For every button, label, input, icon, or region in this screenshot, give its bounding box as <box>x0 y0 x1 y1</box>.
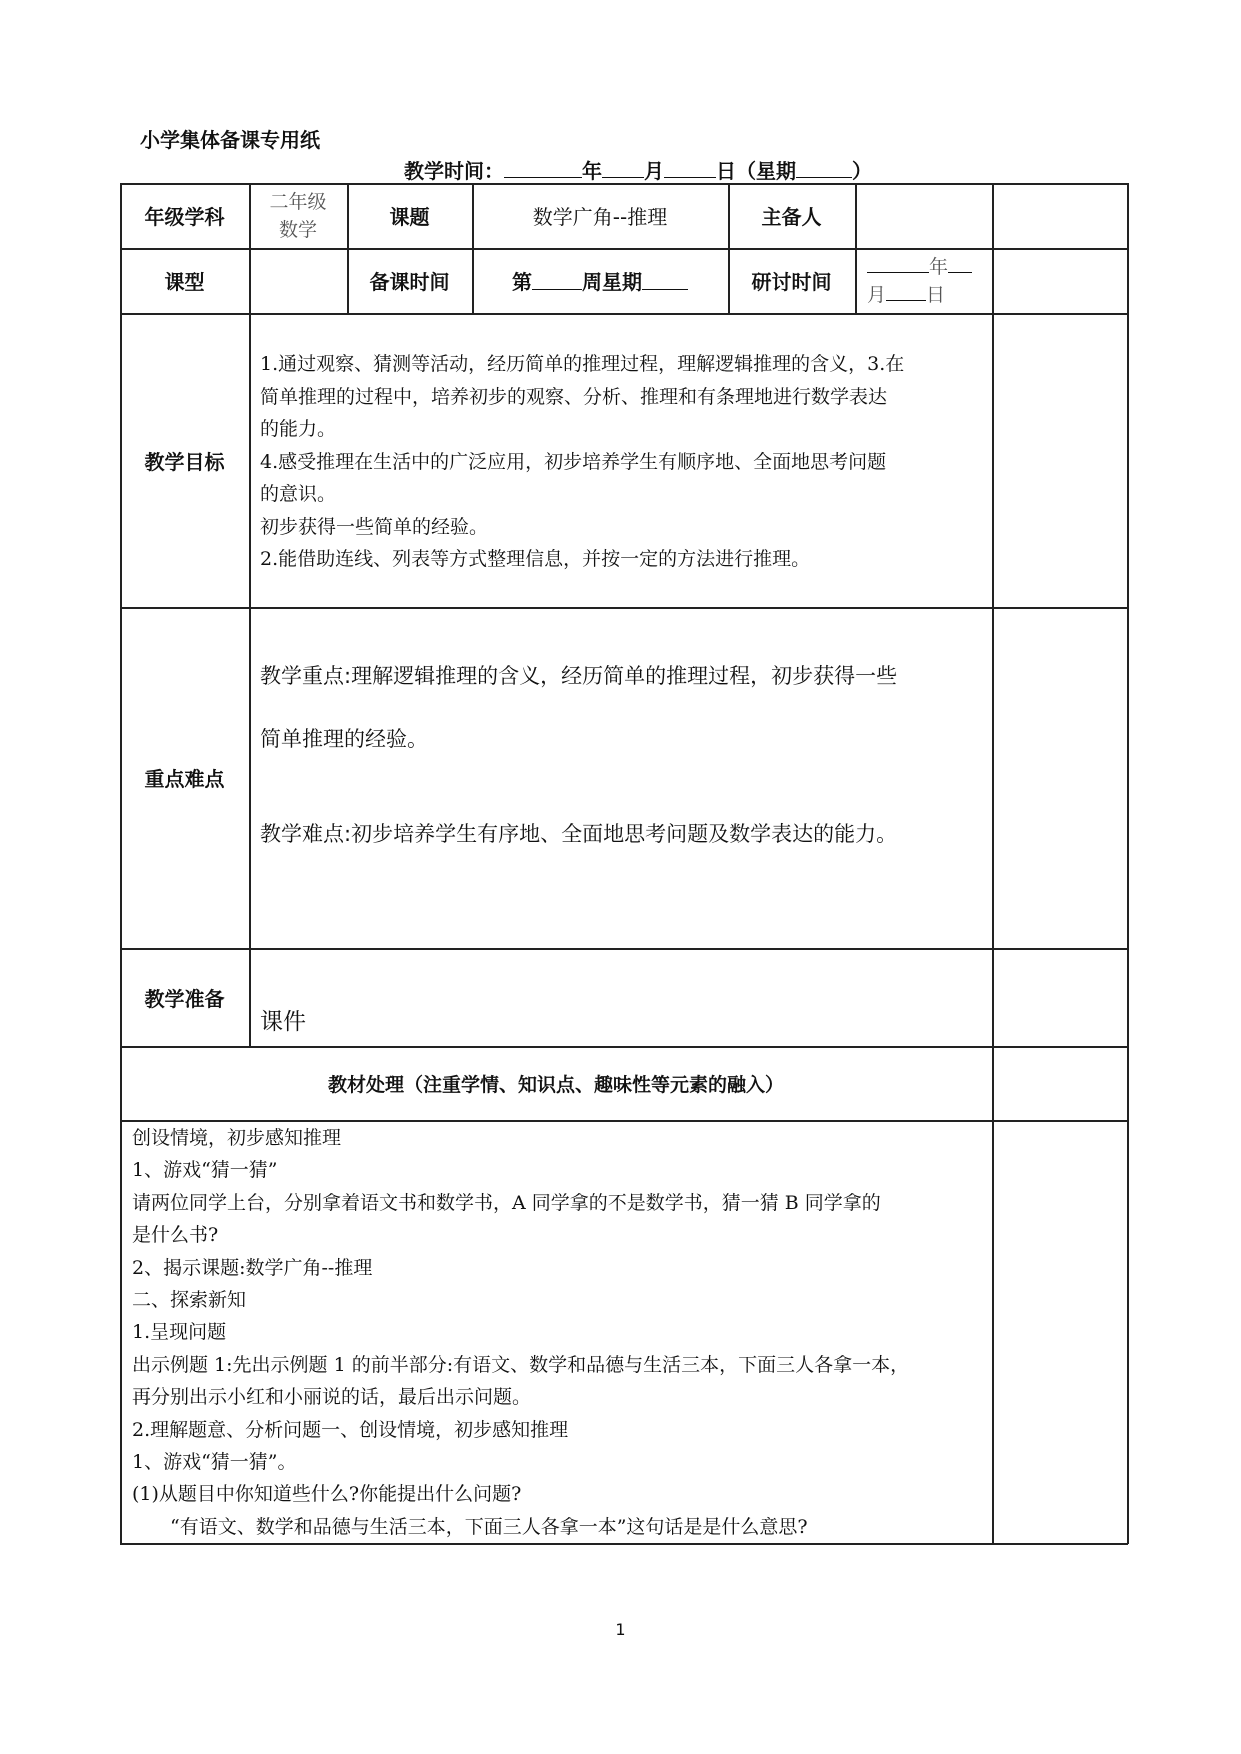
material-line: 1、游戏“猜一猜”。 <box>132 1451 297 1474</box>
discuss-month-pre-blank[interactable] <box>948 254 972 273</box>
weekday-blank[interactable] <box>796 159 852 178</box>
month-label: 月 <box>644 159 664 183</box>
week-blank[interactable] <box>532 271 582 290</box>
material-line: 2、揭示课题:数学广角--推理 <box>132 1256 373 1279</box>
day-label: 日（星期 <box>716 159 796 183</box>
lead-preparer-label: 主备人 <box>761 205 822 229</box>
page-number: 1 <box>615 1620 626 1639</box>
difficult-point-line: 教学难点:初步培养学生有序地、全面地思考问题及数学表达的能力。 <box>260 822 898 846</box>
prep-time-value <box>472 248 728 313</box>
material-line: “有语文、数学和品德与生活三本，下面三人各拿一本”这句话是是什么意思? <box>132 1515 808 1538</box>
discuss-year-blank[interactable] <box>867 254 929 273</box>
weekday-blank-2[interactable] <box>642 271 688 290</box>
prep-time-label: 备课时间 <box>369 270 450 294</box>
teaching-time-line <box>404 155 872 184</box>
goal-line: 1.通过观察、猜测等活动，经历简单的推理过程，理解逻辑推理的含义，3.在 <box>260 353 905 375</box>
goal-line: 简单推理的过程中，培养初步的观察、分析、推理和有条理地进行数学表达 <box>260 385 888 408</box>
lead-preparer-value[interactable] <box>855 183 992 248</box>
goal-line: 初步获得一些简单的经验。 <box>260 515 489 538</box>
lesson-type-value[interactable] <box>249 248 347 313</box>
discuss-year: 年 <box>929 255 949 278</box>
teaching-goals-label: 教学目标 <box>144 449 225 474</box>
teaching-goals-text <box>260 348 980 576</box>
material-processing-content <box>132 1122 990 1543</box>
material-line: 请两位同学上台，分别拿着语文书和数学书，A 同学拿的不是数学书，猜一猜 B 同学拿的 <box>132 1191 881 1214</box>
discuss-month: 月 <box>867 283 887 306</box>
teaching-preparation-value: 课件 <box>260 1009 306 1035</box>
grade-subject-label: 年级学科 <box>144 205 225 229</box>
goal-line: 4.感受推理在生活中的广泛应用，初步培养学生有顺序地、全面地思考问题 <box>260 450 887 473</box>
material-line: 是什么书? <box>132 1224 219 1247</box>
discussion-time-value <box>855 248 992 313</box>
material-line: 1、游戏“猜一猜” <box>132 1159 278 1182</box>
lesson-type-label: 课型 <box>164 270 205 294</box>
close-paren: ） <box>852 159 872 183</box>
material-line: 二、探索新知 <box>132 1289 247 1312</box>
grade-subject-value <box>249 183 347 248</box>
material-processing-heading: 教材处理（注重学情、知识点、趣味性等元素的融入） <box>327 1073 784 1096</box>
key-points-label: 重点难点 <box>144 767 225 791</box>
material-line: 2.理解题意、分析问题一、创设情境，初步感知推理 <box>132 1418 569 1441</box>
discuss-day: 日 <box>926 283 946 306</box>
key-point-line1: 教学重点:理解逻辑推理的含义，经历简单的推理过程，初步获得一些 <box>260 664 898 688</box>
topic-value: 数学广角--推理 <box>532 205 668 229</box>
teaching-time-label: 教学时间： <box>404 159 504 183</box>
discuss-day-blank[interactable] <box>886 282 926 301</box>
teaching-preparation-label: 教学准备 <box>144 986 225 1011</box>
day-blank[interactable] <box>664 159 716 178</box>
prep-week: 周星期 <box>582 270 642 294</box>
material-line: 出示例题 1:先出示例题 1 的前半部分:有语文、数学和品德与生活三本，下面三人各拿一本， <box>132 1353 910 1376</box>
key-point-line2: 简单推理的经验。 <box>260 727 428 751</box>
year-label: 年 <box>582 159 602 183</box>
prep-di: 第 <box>512 270 532 294</box>
grade-value-line2: 数学 <box>278 218 317 241</box>
month-blank[interactable] <box>602 159 644 178</box>
goal-line: 的能力。 <box>260 418 337 440</box>
goal-line: 2.能借助连线、列表等方式整理信息，并按一定的方法进行推理。 <box>260 548 811 570</box>
page-header: 小学集体备课专用纸 <box>140 128 320 152</box>
year-blank[interactable] <box>504 159 582 178</box>
material-line: (1)从题目中你知道些什么?你能提出什么问题? <box>132 1483 522 1506</box>
grade-value-line1: 二年级 <box>269 190 327 213</box>
discussion-time-label: 研讨时间 <box>751 270 832 294</box>
material-line: 再分别出示小红和小丽说的话，最后出示问题。 <box>132 1386 532 1409</box>
topic-label: 课题 <box>389 205 430 229</box>
material-line: 1.呈现问题 <box>132 1321 227 1344</box>
goal-line: 的意识。 <box>260 483 337 505</box>
material-line: 创设情境，初步感知推理 <box>132 1127 342 1149</box>
